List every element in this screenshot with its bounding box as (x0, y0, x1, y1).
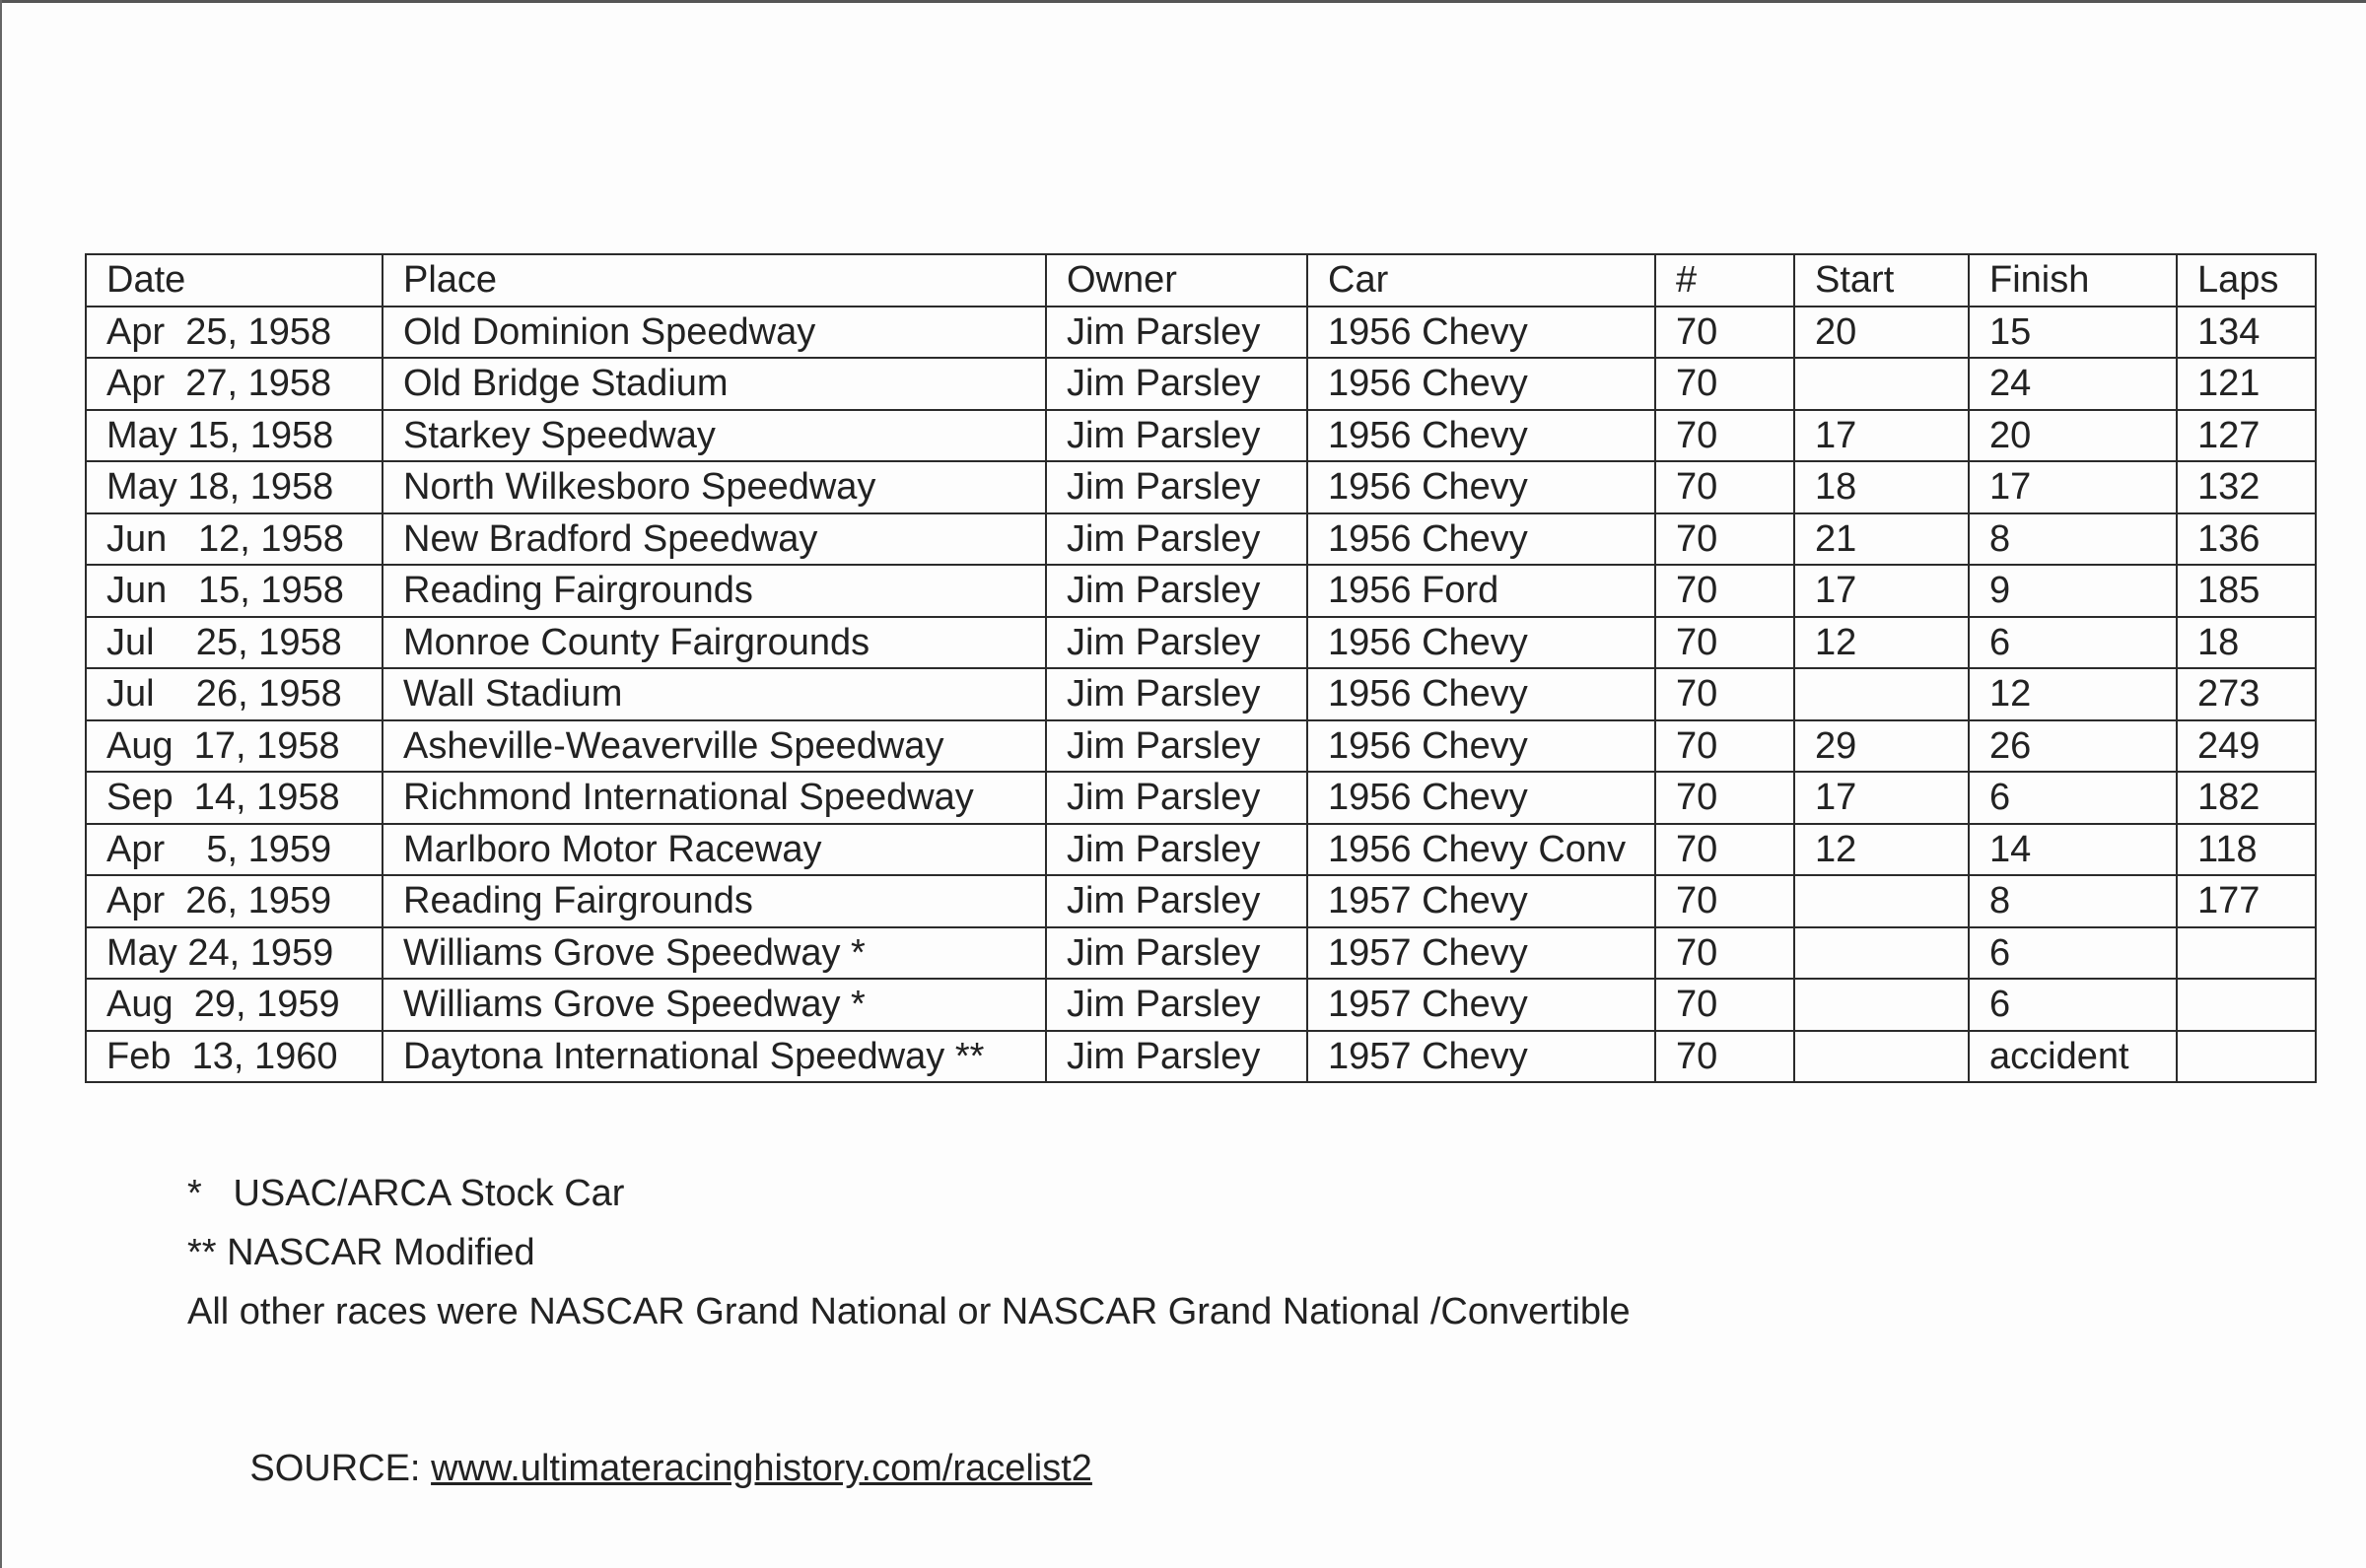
cell-laps: 185 (2177, 565, 2316, 617)
table-row (86, 720, 2316, 773)
cell-car: 1957 Chevy (1307, 1031, 1655, 1083)
cell-car: 1956 Chevy (1307, 772, 1655, 824)
footnote-nascar-modified: ** NASCAR Modified (187, 1232, 535, 1273)
table-row (86, 824, 2316, 876)
table-row (86, 461, 2316, 513)
cell-number: 70 (1655, 772, 1794, 824)
cell-number: 70 (1655, 461, 1794, 513)
table-row (86, 1031, 2316, 1083)
cell-finish: 15 (1969, 307, 2177, 359)
cell-laps: 182 (2177, 772, 2316, 824)
cell-place: Marlboro Motor Raceway (383, 824, 1046, 876)
cell-number: 70 (1655, 1031, 1794, 1083)
cell-owner: Jim Parsley (1046, 979, 1307, 1031)
cell-start (1794, 358, 1969, 410)
cell-laps (2177, 927, 2316, 980)
cell-owner: Jim Parsley (1046, 358, 1307, 410)
source-link[interactable]: www.ultimateracinghistory.com/racelist2 (431, 1448, 1092, 1489)
cell-start: 18 (1794, 461, 1969, 513)
cell-laps (2177, 1031, 2316, 1083)
cell-place: Monroe County Fairgrounds (383, 617, 1046, 669)
cell-date: Sep 14, 1958 (86, 772, 383, 824)
cell-car: 1956 Chevy (1307, 513, 1655, 566)
header-owner: Owner (1046, 254, 1307, 307)
cell-finish: 12 (1969, 668, 2177, 720)
cell-place: Reading Fairgrounds (383, 875, 1046, 927)
cell-number: 70 (1655, 410, 1794, 462)
cell-car: 1956 Chevy (1307, 668, 1655, 720)
cell-place: Old Dominion Speedway (383, 307, 1046, 359)
cell-car: 1956 Chevy (1307, 358, 1655, 410)
cell-finish: 24 (1969, 358, 2177, 410)
table-row (86, 875, 2316, 927)
cell-number: 70 (1655, 565, 1794, 617)
cell-laps (2177, 979, 2316, 1031)
cell-car: 1956 Chevy (1307, 720, 1655, 773)
cell-start: 12 (1794, 617, 1969, 669)
cell-number: 70 (1655, 617, 1794, 669)
cell-car: 1956 Ford (1307, 565, 1655, 617)
header-laps: Laps (2177, 254, 2316, 307)
cell-car: 1956 Chevy (1307, 461, 1655, 513)
cell-place: Old Bridge Stadium (383, 358, 1046, 410)
table-row (86, 565, 2316, 617)
cell-place: Richmond International Speedway (383, 772, 1046, 824)
table-header-row (86, 254, 2316, 307)
cell-start: 17 (1794, 772, 1969, 824)
cell-start: 17 (1794, 565, 1969, 617)
cell-number: 70 (1655, 358, 1794, 410)
cell-start: 17 (1794, 410, 1969, 462)
cell-start (1794, 1031, 1969, 1083)
cell-laps: 273 (2177, 668, 2316, 720)
source-label: SOURCE: (249, 1448, 432, 1489)
cell-number: 70 (1655, 720, 1794, 773)
cell-date: Apr 27, 1958 (86, 358, 383, 410)
cell-laps: 136 (2177, 513, 2316, 566)
cell-place: Daytona International Speedway ** (383, 1031, 1046, 1083)
header-place: Place (383, 254, 1046, 307)
cell-owner: Jim Parsley (1046, 617, 1307, 669)
table-row (86, 410, 2316, 462)
table-row (86, 927, 2316, 980)
cell-place: Williams Grove Speedway * (383, 927, 1046, 980)
cell-car: 1957 Chevy (1307, 927, 1655, 980)
cell-date: May 24, 1959 (86, 927, 383, 980)
cell-start: 12 (1794, 824, 1969, 876)
header-car: Car (1307, 254, 1655, 307)
cell-owner: Jim Parsley (1046, 513, 1307, 566)
cell-finish: 6 (1969, 617, 2177, 669)
cell-date: Aug 29, 1959 (86, 979, 383, 1031)
cell-owner: Jim Parsley (1046, 307, 1307, 359)
cell-date: Jun 12, 1958 (86, 513, 383, 566)
header-start: Start (1794, 254, 1969, 307)
cell-date: Apr 5, 1959 (86, 824, 383, 876)
cell-laps: 18 (2177, 617, 2316, 669)
table-row (86, 307, 2316, 359)
cell-laps: 134 (2177, 307, 2316, 359)
scan-left-edge (0, 0, 2, 1568)
cell-finish: 8 (1969, 513, 2177, 566)
cell-date: Jun 15, 1958 (86, 565, 383, 617)
cell-start (1794, 668, 1969, 720)
footnote-other-races: All other races were NASCAR Grand National or NASCAR Grand National /Convertible (187, 1291, 1631, 1332)
cell-owner: Jim Parsley (1046, 720, 1307, 773)
cell-owner: Jim Parsley (1046, 875, 1307, 927)
cell-finish: 6 (1969, 927, 2177, 980)
cell-start (1794, 979, 1969, 1031)
cell-laps: 127 (2177, 410, 2316, 462)
cell-car: 1956 Chevy (1307, 307, 1655, 359)
header-finish: Finish (1969, 254, 2177, 307)
cell-car: 1956 Chevy Conv (1307, 824, 1655, 876)
cell-finish: 6 (1969, 772, 2177, 824)
cell-laps: 132 (2177, 461, 2316, 513)
cell-place: Reading Fairgrounds (383, 565, 1046, 617)
cell-car: 1956 Chevy (1307, 410, 1655, 462)
cell-number: 70 (1655, 513, 1794, 566)
cell-finish: 20 (1969, 410, 2177, 462)
cell-start: 20 (1794, 307, 1969, 359)
cell-start: 29 (1794, 720, 1969, 773)
cell-number: 70 (1655, 307, 1794, 359)
cell-laps: 249 (2177, 720, 2316, 773)
cell-place: North Wilkesboro Speedway (383, 461, 1046, 513)
cell-finish: 17 (1969, 461, 2177, 513)
cell-date: Apr 26, 1959 (86, 875, 383, 927)
cell-start (1794, 875, 1969, 927)
table-row (86, 513, 2316, 566)
cell-finish: 14 (1969, 824, 2177, 876)
cell-date: Jul 25, 1958 (86, 617, 383, 669)
cell-finish: 9 (1969, 565, 2177, 617)
table-row (86, 979, 2316, 1031)
cell-number: 70 (1655, 979, 1794, 1031)
cell-date: May 15, 1958 (86, 410, 383, 462)
race-results-table (85, 253, 2317, 1083)
cell-place: New Bradford Speedway (383, 513, 1046, 566)
cell-date: Jul 26, 1958 (86, 668, 383, 720)
cell-finish: 6 (1969, 979, 2177, 1031)
cell-owner: Jim Parsley (1046, 461, 1307, 513)
cell-laps: 118 (2177, 824, 2316, 876)
cell-place: Wall Stadium (383, 668, 1046, 720)
cell-date: Feb 13, 1960 (86, 1031, 383, 1083)
cell-finish: 8 (1969, 875, 2177, 927)
cell-start (1794, 927, 1969, 980)
cell-number: 70 (1655, 668, 1794, 720)
cell-date: May 18, 1958 (86, 461, 383, 513)
table-row (86, 358, 2316, 410)
cell-owner: Jim Parsley (1046, 565, 1307, 617)
cell-owner: Jim Parsley (1046, 772, 1307, 824)
table-row (86, 617, 2316, 669)
cell-car: 1957 Chevy (1307, 979, 1655, 1031)
table-row (86, 772, 2316, 824)
table-body (86, 307, 2316, 1083)
cell-number: 70 (1655, 824, 1794, 876)
cell-place: Williams Grove Speedway * (383, 979, 1046, 1031)
table-row (86, 668, 2316, 720)
cell-finish: 26 (1969, 720, 2177, 773)
footnote-usac-arca: * USAC/ARCA Stock Car (187, 1173, 625, 1214)
cell-place: Starkey Speedway (383, 410, 1046, 462)
cell-car: 1957 Chevy (1307, 875, 1655, 927)
cell-car: 1956 Chevy (1307, 617, 1655, 669)
cell-laps: 121 (2177, 358, 2316, 410)
cell-owner: Jim Parsley (1046, 927, 1307, 980)
cell-owner: Jim Parsley (1046, 824, 1307, 876)
cell-start: 21 (1794, 513, 1969, 566)
cell-laps: 177 (2177, 875, 2316, 927)
header-number: # (1655, 254, 1794, 307)
cell-finish: accident (1969, 1031, 2177, 1083)
cell-date: Apr 25, 1958 (86, 307, 383, 359)
cell-owner: Jim Parsley (1046, 1031, 1307, 1083)
cell-number: 70 (1655, 927, 1794, 980)
cell-number: 70 (1655, 875, 1794, 927)
cell-date: Aug 17, 1958 (86, 720, 383, 773)
cell-owner: Jim Parsley (1046, 668, 1307, 720)
scan-top-edge (0, 0, 2366, 3)
header-date: Date (86, 254, 383, 307)
cell-owner: Jim Parsley (1046, 410, 1307, 462)
source-line (187, 1405, 1092, 1533)
cell-place: Asheville-Weaverville Speedway (383, 720, 1046, 773)
